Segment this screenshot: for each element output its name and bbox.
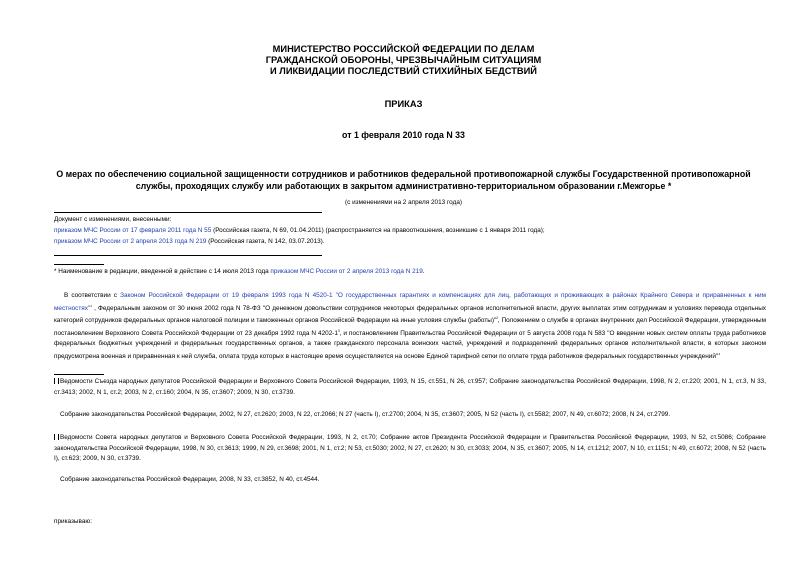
footnote-1 (54, 377, 766, 398)
main-text-4: , и постановлением Правительства Российской Федерации от 5 августа 2008 года N 583 "О введении новых систем оплаты труда работников федеральных бюджетных учреждений и федеральных государственных органов, а также гражданского персонала воинских частей, учреждений и подразделений федеральных органов исполнительной власти, в которых законом предусмотрена военная и приравненная к ней служба, оплата труда которых в настоящее время осуществляется на основе Единой тарифной сетки по оплате труда работников федеральных государственных учреждений" (54, 329, 767, 360)
main-text-3: , Положением о службе в органах внутренних дел Российской Федерации, утвержденным постановлением Верховного Совета Российской Федерации от 23 декабря 1992 года N 4202-1 (54, 317, 767, 337)
footnote-ref-2[interactable]: ² (496, 316, 498, 322)
document-title (50, 169, 757, 192)
divider (54, 212, 322, 213)
changes-item-1 (54, 227, 545, 236)
document-title-line1: О мерах по обеспечению социальной защищенности сотрудников и работников федеральной противопожарной службы Государственной противопожарной (56, 169, 751, 179)
footnote-4: Собрание законодательства Российской Федерации, 2008, N 33, ст.3852, N 40, ст.4544. (60, 476, 320, 483)
footnote-1-text: Ведомости Съезда народных депутатов Российской Федерации и Верховного Совета Российской Федерации, 1993, N 15, ст.551, N 26, ст.957; Собрание законодательства Российской Федерации, 1998, N 2, ст.220; 2001, N 1, ст.3, N 33, ст.3413; 2002, N 1, ст.2; 2003, N 2, ст.160; 2004, N 35, ст.3607; 2009, N 30, ст.3739. (54, 378, 766, 396)
order-heading: ПРИКАЗ (384, 99, 423, 109)
changes-item-1-rest: (Российская газета, N 69, 01.04.2011) (распространяется на правоотношения, возникшие с 1 января 2011 года); (211, 227, 545, 234)
law-link-4520-1[interactable]: Законом Российской Федерации от 19 февраля 1993 года N 4520-1 "О государственных гарантиях и компенсациях для лиц, работающих и проживающих в районах Крайнего Севера и приравненных к ним местностях" (54, 292, 766, 312)
main-text-2: , Федеральным законом от 30 июня 2002 года N 78-ФЗ "О денежном довольствии сотрудников некоторых федеральных органов исполнительной власти, других выплатах этим сотрудникам и условиях перевода отдельных категорий сотрудников федеральных органов налоговой полиции и таможенных органов Российской Федерации на иные условия службы (работы)" (54, 304, 766, 324)
amendment-link-2[interactable]: приказом МЧС России от 2 апреля 2013 года N 219 (54, 238, 207, 245)
footnote-divider (54, 264, 104, 265)
main-text-1: В соответствии с (64, 292, 121, 299)
ministry-header-line3: И ЛИКВИДАЦИИ ПОСЛЕДСТВИЙ СТИХИЙНЫХ БЕДСТВИЙ (270, 66, 537, 76)
star-note (54, 268, 425, 277)
star-note-end: . (422, 268, 425, 275)
footnote-marker-icon (54, 434, 59, 440)
main-paragraph (54, 291, 766, 362)
footnote-3-text: Ведомости Совета народных депутатов и Верховного Совета Российской Федерации, 1993, N 2, ст.70; Собрание актов Президента Российской Федерации и Правительства Российской Федерации, 1993, N 52, ст.5086; Собрание законодательства Российской Федерации, 1998, N 30, ст.3613; 1999, N 29, ст.3698; 2001, N 1, ст.2; N 53, ст.5030; 2002, N 27, ст.2620; N 30, ст.3033; 2004, N 35, ст.3607; 2005, N 14, ст.1212; 2007, N 10, ст.1151; N 49, ст.6072; 2008, N 52 (часть I), ст.623; 2009, N 30, ст.3739. (54, 434, 766, 463)
amendment-link-1[interactable]: приказом МЧС России от 17 февраля 2011 года N 55 (54, 227, 212, 234)
divider (54, 255, 322, 256)
closing-word: приказываю: (54, 518, 92, 525)
ministry-header-line2: ГРАЖДАНСКОЙ ОБОРОНЫ, ЧРЕЗВЫЧАЙНЫМ СИТУАЦИЯМ (265, 55, 542, 65)
footnote-divider (54, 374, 104, 375)
changes-item-2-rest: (Российская газета, N 142, 03.07.2013). (206, 238, 325, 245)
footnote-ref-1[interactable]: ¹ (90, 303, 92, 310)
changes-item-2 (54, 238, 325, 247)
document-title-line2: службы, проходящих службу или работающих в закрытом административно-территориальном образовании г.Межгорье * (135, 180, 672, 191)
order-date: от 1 февраля 2010 года N 33 (342, 130, 465, 140)
footnote-2: Собрание законодательства Российской Федерации, 2002, N 27, ст.2620; 2003, N 22, ст.2066; N 27 (часть I), ст.2700; 2004, N 35, ст.3607; 2005, N 52 (часть I), ст.5582; 2007, N 49, ст.6072; 2008, N 24, ст.2799. (60, 411, 671, 418)
ministry-header (0, 44, 807, 77)
footnote-ref-3[interactable]: ³ (337, 328, 340, 335)
changes-intro: Документ с изменениями, внесенными: (54, 216, 172, 223)
footnote-ref-4[interactable]: ⁴ (718, 351, 721, 358)
edition-note: (с изменениями на 2 апреля 2013 года) (345, 199, 462, 206)
footnote-marker-icon (54, 378, 59, 384)
footnote-3 (54, 433, 766, 465)
star-note-text: * Наименование в редакции, введенной в действие с 14 июля 2013 года (54, 268, 271, 275)
ministry-header-line1: МИНИСТЕРСТВО РОССИЙСКОЙ ФЕДЕРАЦИИ ПО ДЕЛАМ (272, 44, 535, 54)
star-note-link[interactable]: приказом МЧС России от 2 апреля 2013 года N 219 (270, 268, 423, 275)
